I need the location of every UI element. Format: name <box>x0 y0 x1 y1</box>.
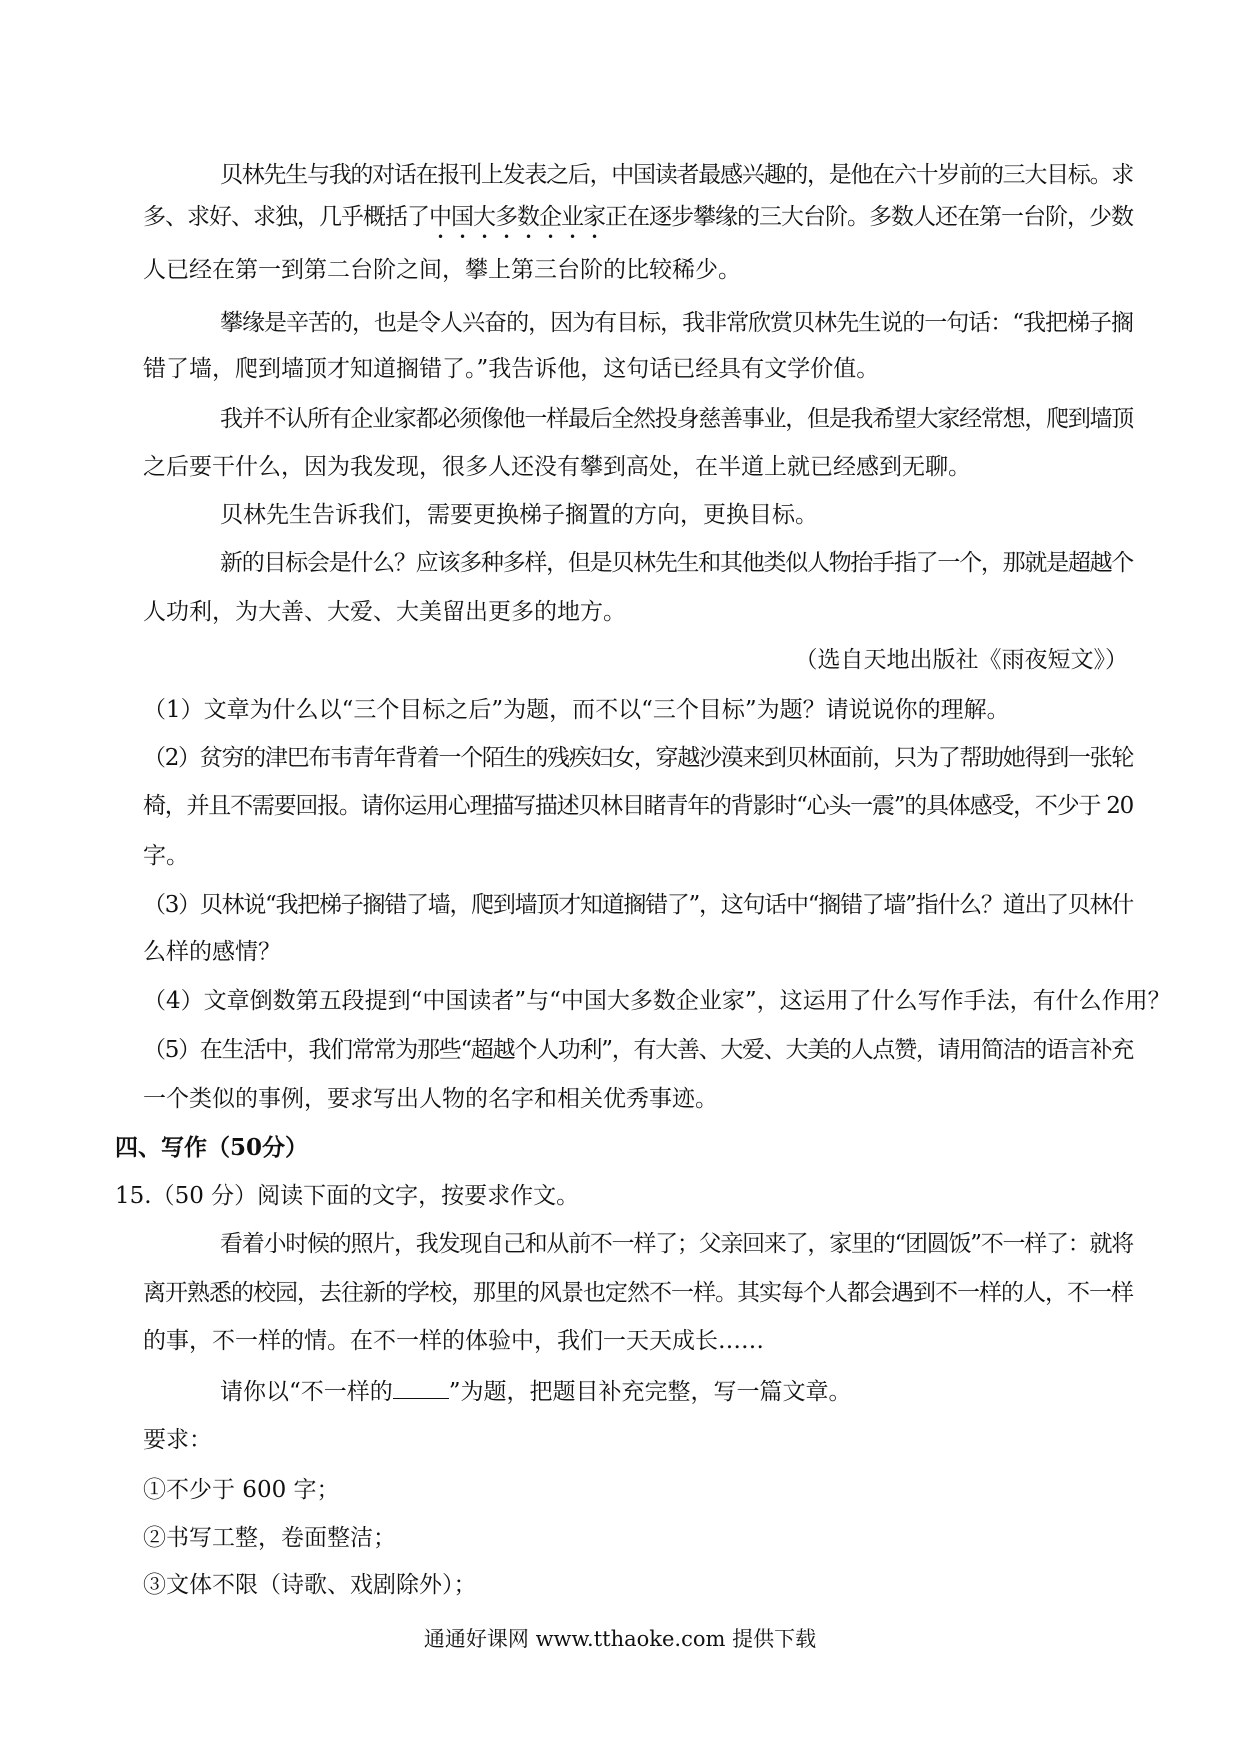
text-span: 正在逐步攀缘的三大台阶。多数人还在第一台阶，少数 <box>605 204 1133 230</box>
text-line: 贝林先生与我的对话在报刊上发表之后，中国读者最感兴趣的，是他在六十岁前的三大目标。求 <box>220 162 1133 188</box>
text-line: 椅，并且不需要回报。请你运用心理描写描述贝林目睹青年的背影时“心头一震”的具体感受，不少于 20 <box>143 793 1133 819</box>
text-line: 离开熟悉的校园，去往新的学校，那里的风景也定然不一样。其实每个人都会遇到不一样的人，不一样 <box>143 1280 1133 1306</box>
question-1: （1）文章为什么以“三个目标之后”为题，而不以“三个目标”为题？请说说你的理解。 <box>143 697 1010 723</box>
requirements-label: 要求： <box>143 1427 212 1453</box>
title-blank <box>393 1378 449 1399</box>
text-line: 攀缘是辛苦的，也是令人兴奋的，因为有目标，我非常欣赏贝林先生说的一句话：“我把梯子搁 <box>220 310 1133 336</box>
text-line: 字。 <box>143 843 189 869</box>
section-title: 四、写作（50分） <box>115 1134 309 1161</box>
text-line: 错了墙，爬到墙顶才知道搁错了。”我告诉他，这句话已经具有文学价值。 <box>143 356 880 382</box>
text-span: 请你以“不一样的 <box>220 1379 393 1405</box>
text-line: 新的目标会是什么？应该多种多样，但是贝林先生和其他类似人物抬手指了一个，那就是超越个 <box>220 550 1133 576</box>
question-4: （4）文章倒数第五段提到“中国读者”与“中国大多数企业家”，这运用了什么写作手法，有什么作用？ <box>143 988 1171 1014</box>
page-footer: 通通好课网 www.tthaoke.com 提供下载 <box>423 1627 817 1651</box>
requirement-item: ②书写工整，卷面整洁； <box>143 1525 396 1551</box>
emphasized-text: 中国大多数企业家 <box>429 204 606 230</box>
citation: （选自天地出版社《雨夜短文》） <box>794 647 1128 673</box>
text-line: 的事，不一样的情。在不一样的体验中，我们一天天成长…… <box>143 1328 764 1354</box>
requirement-item: ①不少于 600 字； <box>143 1477 340 1503</box>
requirement-item: ③文体不限（诗歌、戏剧除外）； <box>143 1572 477 1598</box>
text-line: （5）在生活中，我们常常为那些“超越个人功利”，有大善、大爱、大美的人点赞，请用简洁的语言补充 <box>143 1037 1133 1063</box>
text-line: 看着小时候的照片，我发现自己和从前不一样了；父亲回来了，家里的“团圆饭”不一样了：就将 <box>220 1231 1133 1257</box>
writing-prompt <box>220 1378 852 1406</box>
text-span: 多、求好、求独，几乎概括了 <box>143 204 430 230</box>
text-line: 之后要干什么，因为我发现，很多人还没有攀到高处，在半道上就已经感到无聊。 <box>143 454 971 480</box>
text-line: 么样的感情？ <box>143 939 281 965</box>
question-15: 15.（50 分）阅读下面的文字，按要求作文。 <box>115 1183 580 1209</box>
text-span: ”为题，把题目补充完整，写一篇文章。 <box>448 1379 852 1405</box>
article-paragraph-4: 贝林先生告诉我们，需要更换梯子搁置的方向，更换目标。 <box>220 502 818 528</box>
text-line: 人功利，为大善、大爱、大美留出更多的地方。 <box>143 599 626 625</box>
text-line <box>143 203 1133 231</box>
text-line: 人已经在第一到第二台阶之间，攀上第三台阶的比较稀少。 <box>143 257 741 283</box>
text-line: 我并不认所有企业家都必须像他一样最后全然投身慈善事业，但是我希望大家经常想，爬到墙顶 <box>220 406 1133 432</box>
text-line: （3）贝林说“我把梯子搁错了墙，爬到墙顶才知道搁错了”，这句话中“搁错了墙”指什么？道出了贝林什 <box>143 892 1133 918</box>
text-line: 一个类似的事例，要求写出人物的名字和相关优秀事迹。 <box>143 1086 718 1112</box>
text-line: （2）贫穷的津巴布韦青年背着一个陌生的残疾妇女，穿越沙漠来到贝林面前，只为了帮助她得到一张轮 <box>143 745 1133 771</box>
